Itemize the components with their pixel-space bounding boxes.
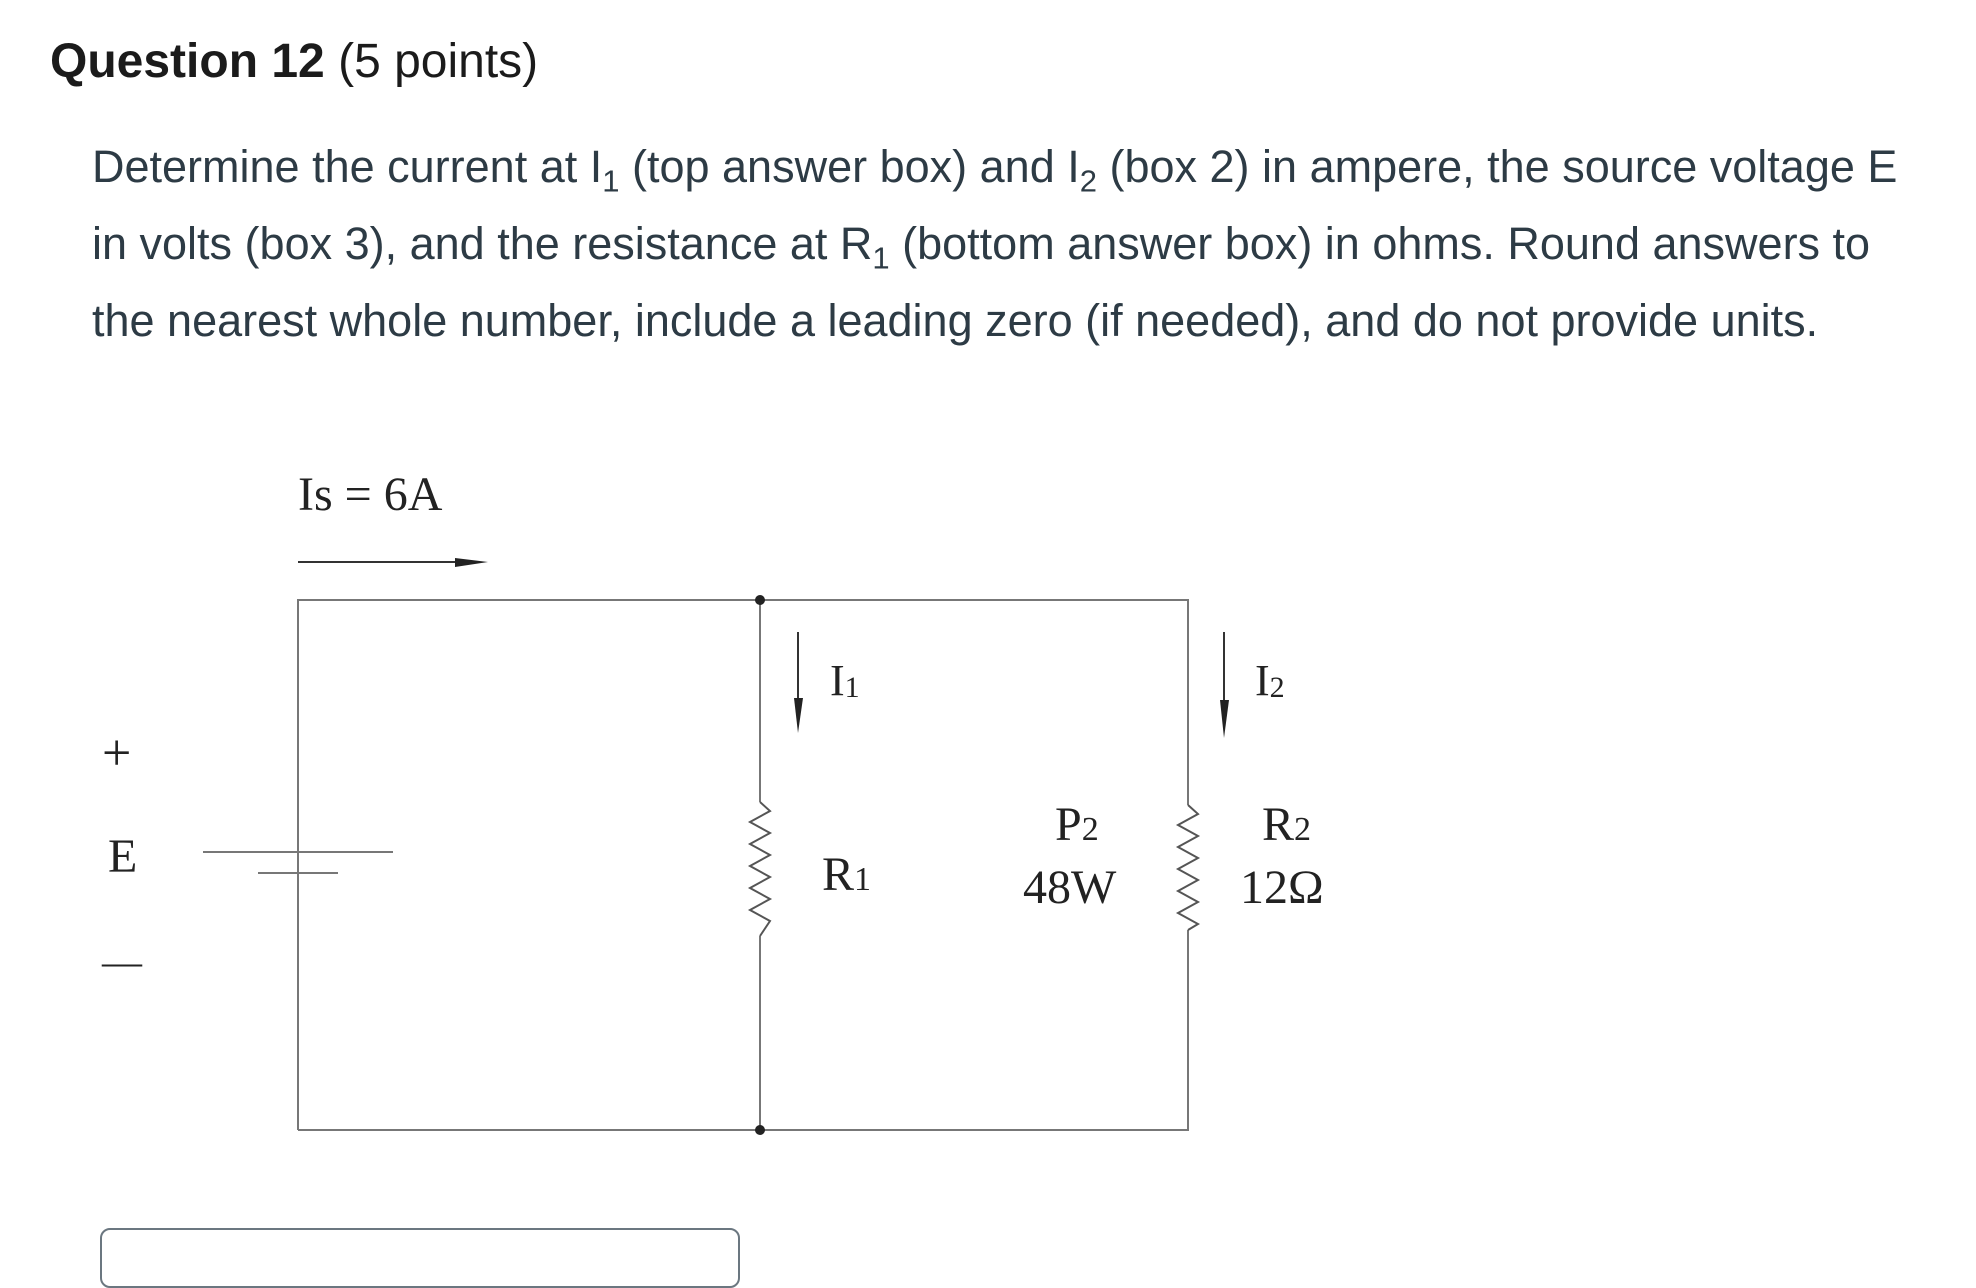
p2-value: 48W — [1023, 861, 1117, 914]
circuit-diagram — [0, 440, 1400, 1210]
p2-label — [1055, 798, 1099, 851]
resistor-r1-icon — [750, 802, 770, 936]
resistor-r2-icon — [1178, 805, 1198, 930]
i2-arrow-head — [1220, 700, 1229, 738]
top-wire — [298, 600, 1188, 1120]
r2-sub: 2 — [1294, 811, 1312, 848]
question-points: (5 points) — [338, 35, 539, 88]
i1-sub: 1 — [844, 671, 860, 704]
question-text-part: (top answer box) and I — [619, 141, 1080, 192]
r1-label — [822, 848, 871, 901]
question-text-part: (box 2) in ampere, the source voltage E in volts (box 3), and the resistance at R — [92, 141, 1898, 269]
question-text-part: (bottom answer box) in ohms. Round answers to the nearest whole number, include a leading zero (if needed), and do not provide units. — [92, 218, 1871, 346]
i1-arrow-head — [794, 698, 803, 733]
question-title: Question 12 — [50, 35, 325, 88]
source-current-arrow-head — [455, 558, 488, 567]
question-text — [92, 128, 1932, 359]
question-text-part: Determine the current at I — [92, 141, 603, 192]
i1-main: I — [830, 656, 845, 705]
p2-main: P — [1055, 798, 1082, 851]
answer-input-1[interactable] — [100, 1228, 740, 1288]
p2-sub: 2 — [1081, 811, 1099, 848]
subscript: 2 — [1079, 163, 1097, 199]
i2-label — [1255, 656, 1285, 705]
junction-bottom — [755, 1125, 765, 1135]
plus-sign: + — [102, 725, 132, 782]
i2-sub: 2 — [1269, 671, 1285, 704]
minus-sign: — — [102, 939, 142, 984]
r2-main: R — [1262, 798, 1295, 851]
question-header — [50, 30, 538, 94]
r2-value: 12Ω — [1240, 861, 1324, 914]
i2-main: I — [1255, 656, 1270, 705]
r1-main: R — [822, 848, 855, 901]
bottom-wire — [298, 930, 1188, 1130]
subscript: 1 — [872, 240, 890, 276]
i1-label — [830, 656, 860, 705]
source-current-label: Is = 6A — [298, 468, 443, 521]
r2-label — [1262, 798, 1311, 851]
subscript: 1 — [602, 163, 620, 199]
r1-sub: 1 — [854, 861, 872, 898]
source-voltage-label: E — [108, 830, 138, 883]
junction-top — [755, 595, 765, 605]
